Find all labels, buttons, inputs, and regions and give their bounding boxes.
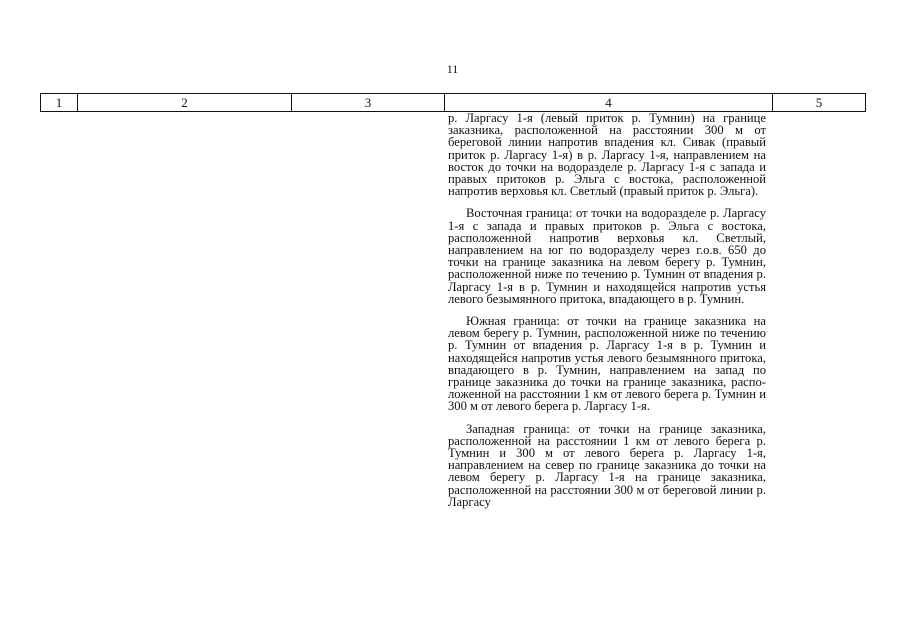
column-header-5: 5 xyxy=(773,94,866,112)
western-boundary-paragraph: Западная граница: от точки на границе заказника, расположенной на расстоянии 1 км от левого берега р. Тумнин и 300 м от левого берега р. Ларгасу 1-я, направлением на север по границе заказника до точки на левом берегу р. Ларгасу 1-я на границе заказника, расположенной на расстоянии 300 м от береговой линии р. Ларгасу xyxy=(448,421,766,509)
column-header-table xyxy=(40,93,866,112)
boundary-description-column xyxy=(448,112,766,518)
column-header-row xyxy=(41,94,866,112)
eastern-boundary-paragraph: Восточная граница: от точки на водоразделе р. Ларгасу 1-я с запада и правых притоков р. Эльга с востока, расположенной напротив верховья кл. Светлый, направлением на юг по водоразделу через г.о.в. 650 до точки на границе заказника на левом берегу р. Тумнин, расположенной ниже по течению р. Тумнин от впадения р. Ларгасу 1-я в р. Тумнин и находящейся напротив устья левого безымянного притока, впадающего в р. Тумнин. xyxy=(448,206,766,306)
column-header-3: 3 xyxy=(292,94,445,112)
column-header-1: 1 xyxy=(41,94,78,112)
column-header-2: 2 xyxy=(78,94,292,112)
northern-boundary-continuation: р. Ларгасу 1-я (левый приток р. Тумнин) на границе заказника, расположенной на расстоянии 300 м от береговой линии напротив впадения кл. Сивак (правый приток р. Ларгасу 1-я) в р. Ларгасу 1-я, направлением на восток до точки на водоразделе р. Ларгасу 1-я с запада и правых притоков р. Эльга с востока, расположенной напротив верховья кл. Светлый (правый приток р. Эльга). xyxy=(448,111,766,199)
southern-boundary-paragraph: Южная граница: от точки на границе заказника на левом берегу р. Тумнин, расположенной ниже по течению р. Тумнин от впадения р. Ларгасу 1-я в р. Тумнин и находящейся напротив устья левого безымянного притока, впадающего в р. Тумнин, направлением на запад по границе заказника до точки на границе заказника, расположенной на расстоянии 1 км от левого берега р. Тумнин и 300 м от левого берега р. Ларгасу 1-я. xyxy=(448,314,766,414)
page-number: 11 xyxy=(446,62,459,76)
column-header-4: 4 xyxy=(445,94,773,112)
